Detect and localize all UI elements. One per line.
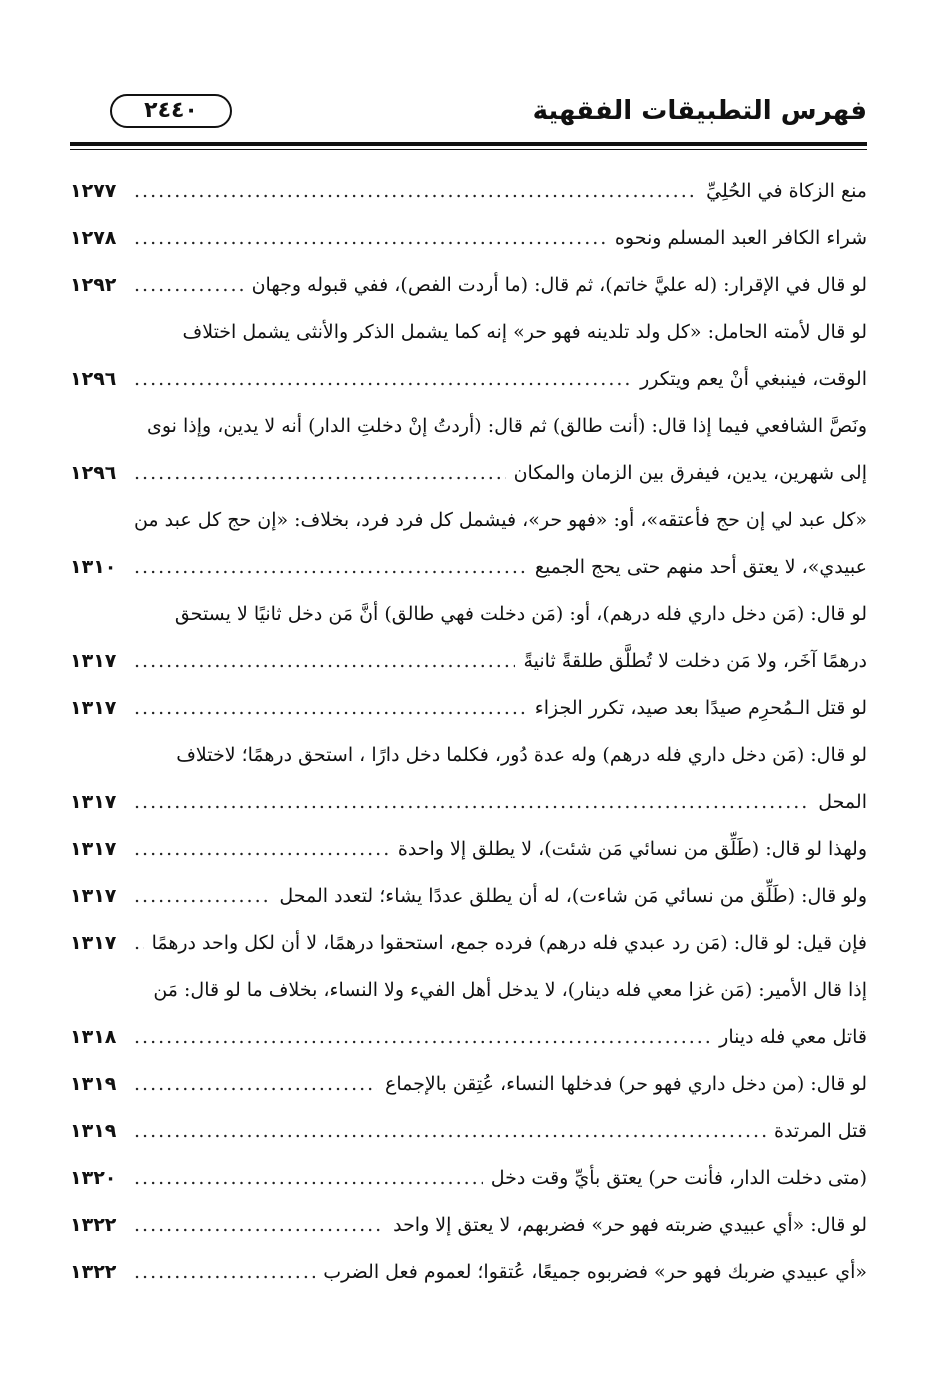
entry-text: (متى دخلت الدار، فأنت حر) يعتق بأيِّ وقت دخل bbox=[490, 1167, 867, 1189]
dot-leader bbox=[134, 826, 390, 873]
entry-text: قتل المرتدة bbox=[774, 1120, 867, 1142]
entry-page-number: ١٣١٧ bbox=[70, 697, 117, 719]
entry-page-number: ١٣١٧ bbox=[70, 838, 117, 860]
entry-page-number: ١٣١٩ bbox=[70, 1120, 117, 1142]
dot-leader bbox=[134, 685, 527, 732]
entry-text: ونَصَّ الشافعي فيما إذا قال: (أنت طالق) ثم قال: (أردتُ إنْ دخلتِ الدار) أنه لا يدين، وإذا نوى bbox=[146, 415, 867, 437]
entry-text: قاتل معي فله دينار bbox=[719, 1026, 867, 1048]
entry-page-number: ١٣١٩ bbox=[70, 1073, 117, 1095]
entry-page-number: ١٢٧٨ bbox=[70, 227, 117, 249]
page-title: فهرس التطبيقات الفقهية bbox=[532, 96, 867, 126]
dot-leader bbox=[134, 1061, 377, 1108]
entry-text: منع الزكاة في الحُلِيِّ bbox=[706, 180, 867, 202]
index-entry bbox=[70, 1202, 867, 1249]
dot-leader bbox=[134, 1155, 483, 1202]
index-entry bbox=[70, 685, 867, 732]
index-entry bbox=[70, 168, 867, 215]
entry-text: الوقت، فينبغي أنْ يعم ويتكرر bbox=[640, 368, 867, 390]
dot-leader bbox=[134, 544, 527, 591]
entry-page-number: ١٣٢٢ bbox=[70, 1261, 117, 1283]
entry-text: عبيدي»، لا يعتق أحد منهم حتى يحج الجميع bbox=[534, 556, 867, 578]
index-entry bbox=[70, 920, 867, 967]
dot-leader bbox=[134, 1202, 385, 1249]
dot-leader bbox=[134, 215, 607, 262]
index-entry bbox=[70, 1249, 867, 1296]
dot-leader bbox=[134, 450, 506, 497]
dot-leader bbox=[134, 1249, 315, 1296]
entry-text: شراء الكافر العبد المسلم ونحوه bbox=[614, 227, 867, 249]
entry-page-number: ١٣١٧ bbox=[70, 650, 117, 672]
index-entry bbox=[70, 262, 867, 309]
index-entry bbox=[70, 544, 867, 591]
entry-text: إلى شهرين، يدين، فيفرق بين الزمان والمكان bbox=[513, 462, 867, 484]
index-entry bbox=[70, 732, 867, 779]
index-entry bbox=[70, 1061, 867, 1108]
entry-page-number: ١٣١٧ bbox=[70, 885, 117, 907]
entry-page-number: ١٢٧٧ bbox=[70, 180, 117, 202]
dot-leader bbox=[134, 262, 244, 309]
entry-text: المحل bbox=[818, 791, 867, 813]
index-entry bbox=[70, 1014, 867, 1061]
entry-text: إذا قال الأمير: (مَن غزا معي فله دينار)، لا يدخل أهل الفيء ولا النساء، بخلاف ما لو قال: مَن bbox=[153, 979, 867, 1001]
index-entry bbox=[70, 356, 867, 403]
index-entry bbox=[70, 497, 867, 544]
dot-leader bbox=[134, 638, 515, 685]
index-entry bbox=[70, 1108, 867, 1155]
entry-text: لو قال: (من دخل داري فهو حر) فدخلها النساء، عُتِقن بالإجماع bbox=[385, 1073, 867, 1095]
entry-text: درهمًا آخَر، ولا مَن دخلت لا تُطلَّق طلقةً ثانيةً bbox=[523, 650, 867, 672]
dot-leader bbox=[134, 1108, 766, 1155]
index-entries bbox=[70, 168, 867, 1296]
entry-text: «أي عبيدي ضربك فهو حر» فضربوه جميعًا، عُتقوا؛ لعموم فعل الضرب bbox=[323, 1261, 867, 1283]
dot-leader bbox=[134, 779, 810, 826]
entry-page-number: ١٢٩٦ bbox=[70, 462, 117, 484]
index-entry bbox=[70, 309, 867, 356]
entry-text: فإن قيل: لو قال: (مَن رد عبدي فله درهم) فرده جمع، استحقوا درهمًا، لا أن لكل واحد درهمًا bbox=[151, 932, 867, 954]
entry-page-number: ١٢٩٢ bbox=[70, 274, 117, 296]
index-entry bbox=[70, 826, 867, 873]
dot-leader bbox=[134, 168, 698, 215]
entry-page-number: ١٢٩٦ bbox=[70, 368, 117, 390]
index-entry bbox=[70, 873, 867, 920]
entry-page-number: ١٣١٠ bbox=[70, 556, 117, 578]
index-entry bbox=[70, 638, 867, 685]
entry-page-number: ١٣٢٠ bbox=[70, 1167, 117, 1189]
entry-text: لو قال في الإقرار: (له عليَّ خاتم)، ثم قال: (ما أردت الفص)، ففي قبوله وجهان bbox=[251, 274, 867, 296]
entry-text: لو قال: «أي عبيدي ضربته فهو حر» فضربهم، لا يعتق إلا واحد bbox=[393, 1214, 867, 1236]
index-entry bbox=[70, 450, 867, 497]
dot-leader bbox=[134, 1014, 711, 1061]
entry-text: ولو قال: (طَلِّق من نسائي مَن شاءت)، له أن يطلق عددًا يشاء؛ لتعدد المحل bbox=[279, 885, 867, 907]
index-entry bbox=[70, 1155, 867, 1202]
entry-text: لو قتل الـمُحرِم صيدًا بعد صيد، تكرر الجزاء bbox=[534, 697, 867, 719]
entry-text: لو قال: (مَن دخل داري فله درهم)، أو: (مَن دخلت فهي طالق) أنَّ مَن دخل ثانيًا لا يستحق bbox=[174, 603, 867, 625]
entry-page-number: ١٣١٧ bbox=[70, 791, 117, 813]
header-rule-thick bbox=[70, 142, 867, 146]
entry-text: «كل عبد لي إن حج فأعتقه»، أو: «فهو حر»، فيشمل كل فرد فرد، بخلاف: «إن حج كل عبد من bbox=[133, 509, 867, 531]
index-entry bbox=[70, 591, 867, 638]
entry-page-number: ١٣٢٢ bbox=[70, 1214, 117, 1236]
entry-page-number: ١٣١٧ bbox=[70, 932, 117, 954]
dot-leader bbox=[134, 873, 271, 920]
index-entry bbox=[70, 967, 867, 1014]
dot-leader bbox=[134, 356, 632, 403]
entry-page-number: ١٣١٨ bbox=[70, 1026, 117, 1048]
index-entry bbox=[70, 403, 867, 450]
page-number-badge: ٢٤٤٠ bbox=[110, 94, 232, 128]
dot-leader bbox=[134, 920, 144, 967]
header-rule-thin bbox=[70, 149, 867, 150]
entry-text: ولهذا لو قال: (طَلِّق من نسائي مَن شئت)، لا يطلق إلا واحدة bbox=[397, 838, 867, 860]
index-entry bbox=[70, 215, 867, 262]
index-entry bbox=[70, 779, 867, 826]
page-header bbox=[70, 90, 867, 138]
entry-text: لو قال: (مَن دخل داري فله درهم) وله عدة دُور، فكلما دخل دارًا ، استحق درهمًا؛ لاختلاف bbox=[176, 744, 867, 766]
entry-text: لو قال لأمته الحامل: «كل ولد تلدينه فهو حر» إنه كما يشمل الذكر والأنثى يشمل اختلاف bbox=[182, 321, 867, 343]
